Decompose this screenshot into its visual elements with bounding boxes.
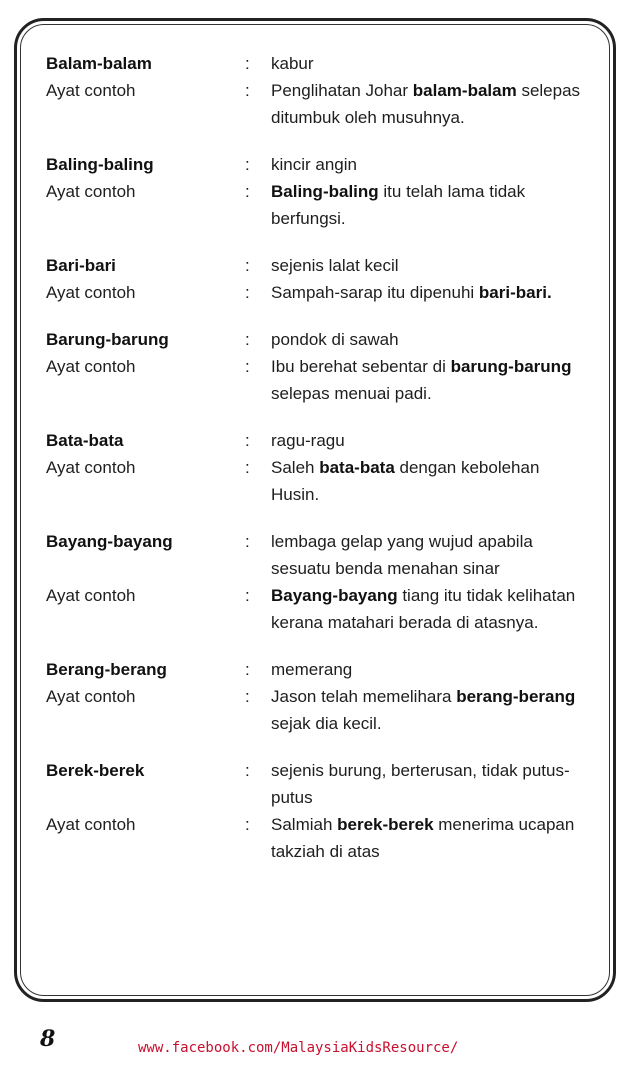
term: Barung-barung [46, 330, 169, 349]
separator: : [245, 687, 250, 706]
glossary-entry [46, 427, 598, 508]
glossary-entry [46, 50, 598, 131]
example-label: Ayat contoh [46, 81, 136, 100]
highlighted-term: berang-berang [456, 687, 576, 706]
example-text: Salmiah [271, 815, 338, 834]
example-text: itu telah lama tidak berfungsi. [271, 182, 526, 228]
example-text: Penglihatan Johar [271, 81, 413, 100]
term: Berang-berang [46, 660, 167, 679]
example-text: menerima ucapan takziah di atas [271, 815, 575, 861]
term: Bari-bari [46, 256, 116, 275]
term-row [46, 151, 598, 178]
meaning: pondok di sawah [271, 330, 399, 349]
meaning: memerang [271, 660, 353, 679]
example-sentence [271, 178, 589, 232]
example-row [46, 178, 598, 232]
term: Berek-berek [46, 761, 145, 780]
separator: : [245, 54, 250, 73]
footer-url[interactable]: www.facebook.com/MalaysiaKidsResource/ [138, 1040, 459, 1056]
glossary-entry [46, 757, 598, 865]
glossary-entry [46, 656, 598, 737]
term-row [46, 757, 598, 811]
example-sentence [271, 811, 589, 865]
term-row [46, 50, 598, 77]
term-row [46, 656, 598, 683]
separator: : [245, 283, 250, 302]
separator: : [245, 256, 250, 275]
highlighted-term: bari-bari. [478, 283, 552, 302]
term-row [46, 528, 598, 582]
meaning: kabur [271, 54, 314, 73]
example-sentence [271, 77, 589, 131]
separator: : [245, 182, 250, 201]
example-text: selepas ditumbuk oleh musuhnya. [271, 81, 581, 127]
example-row [46, 279, 598, 306]
example-label: Ayat contoh [46, 283, 136, 302]
meaning: lembaga gelap yang wujud apabila sesuatu benda menahan sinar [271, 532, 533, 578]
example-text: Jason telah memelihara [271, 687, 457, 706]
example-sentence [271, 279, 589, 306]
example-label: Ayat contoh [46, 586, 136, 605]
highlighted-term: berek-berek [337, 815, 434, 834]
separator: : [245, 586, 250, 605]
glossary-entry [46, 151, 598, 232]
example-sentence [271, 454, 589, 508]
highlighted-term: barung-barung [450, 357, 572, 376]
glossary-entry [46, 252, 598, 306]
example-sentence [271, 353, 589, 407]
highlighted-term: Bayang-bayang [271, 586, 398, 605]
example-row [46, 811, 598, 865]
example-sentence [271, 683, 589, 737]
example-label: Ayat contoh [46, 182, 136, 201]
example-text: tiang itu tidak kelihatan kerana matahari berada di atasnya. [271, 586, 576, 632]
example-row [46, 454, 598, 508]
separator: : [245, 155, 250, 174]
example-text: Ibu berehat sebentar di [271, 357, 451, 376]
example-label: Ayat contoh [46, 815, 136, 834]
term: Bayang-bayang [46, 532, 173, 551]
separator: : [245, 761, 250, 780]
separator: : [245, 431, 250, 450]
meaning: kincir angin [271, 155, 357, 174]
example-text: sejak dia kecil. [271, 714, 382, 733]
separator: : [245, 458, 250, 477]
example-text: selepas menuai padi. [271, 384, 432, 403]
separator: : [245, 532, 250, 551]
separator: : [245, 330, 250, 349]
term: Baling-baling [46, 155, 154, 174]
glossary-entry [46, 326, 598, 407]
example-label: Ayat contoh [46, 357, 136, 376]
meaning: ragu-ragu [271, 431, 345, 450]
term-row [46, 427, 598, 454]
example-row [46, 353, 598, 407]
example-text: Saleh [271, 458, 320, 477]
highlighted-term: balam-balam [412, 81, 517, 100]
example-sentence [271, 582, 589, 636]
separator: : [245, 81, 250, 100]
separator: : [245, 660, 250, 679]
term-row [46, 326, 598, 353]
example-row [46, 582, 598, 636]
example-row [46, 683, 598, 737]
meaning: sejenis burung, berterusan, tidak putus-putus [271, 761, 570, 807]
term: Balam-balam [46, 54, 152, 73]
example-text: Sampah-sarap itu dipenuhi [271, 283, 479, 302]
meaning: sejenis lalat kecil [271, 256, 399, 275]
separator: : [245, 815, 250, 834]
example-label: Ayat contoh [46, 458, 136, 477]
glossary-entries [46, 50, 598, 885]
highlighted-term: Baling-baling [271, 182, 379, 201]
example-label: Ayat contoh [46, 687, 136, 706]
term-row [46, 252, 598, 279]
glossary-entry [46, 528, 598, 636]
example-text: dengan kebolehan Husin. [271, 458, 540, 504]
page-number: 8 [40, 1026, 56, 1052]
highlighted-term: bata-bata [319, 458, 395, 477]
example-row [46, 77, 598, 131]
separator: : [245, 357, 250, 376]
term: Bata-bata [46, 431, 124, 450]
